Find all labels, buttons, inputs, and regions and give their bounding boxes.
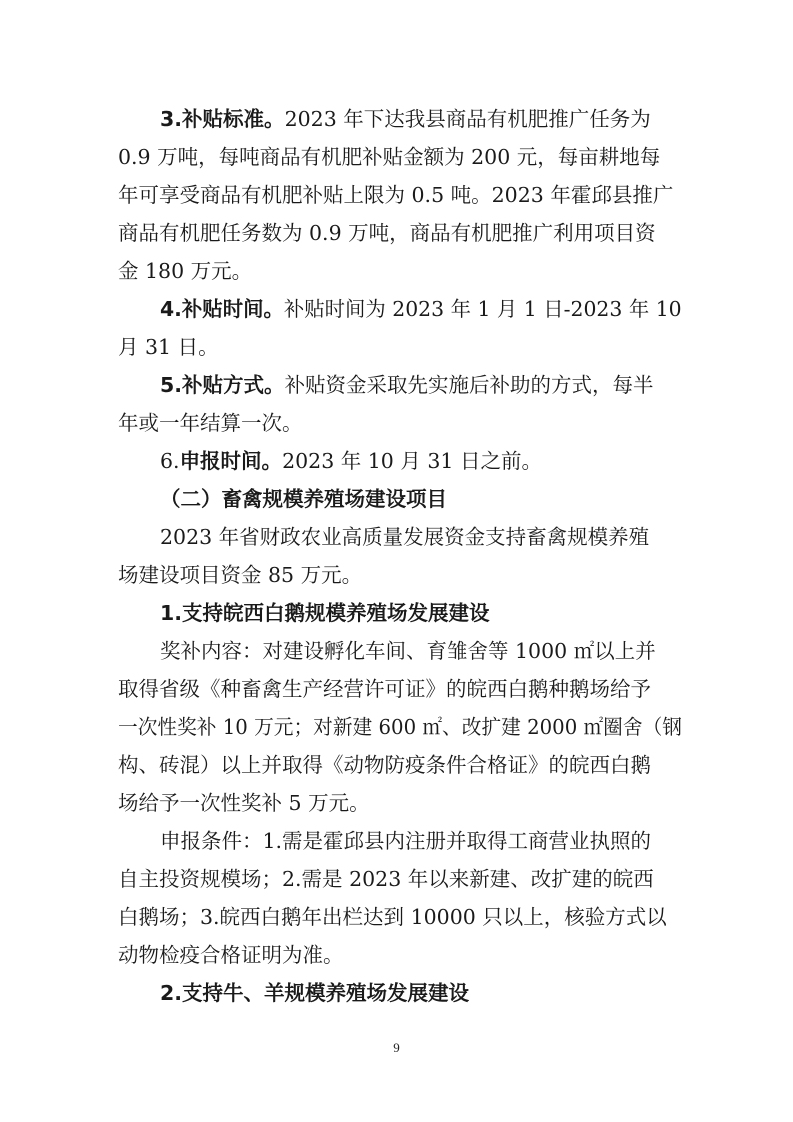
subsidy-method-text: 补贴资金采取先实施后补助的方式，每半 [284, 373, 654, 397]
application-time-line [160, 447, 542, 475]
item-1-reward-line-2: 取得省级《种畜禽生产经营许可证》的皖西白鹅种鹅场给予 [118, 677, 651, 701]
application-time-heading: 申报时间。 [179, 449, 283, 473]
subsidy-method-line-2: 年或一年结算一次。 [118, 411, 303, 435]
item-1-reward-line-1: 奖补内容：对建设孵化车间、育雏舍等 1000 ㎡以上并 [160, 639, 656, 663]
subsidy-method-heading: 5.补贴方式。 [160, 373, 285, 397]
item-1-reward-line-5: 场给予一次性奖补 5 万元。 [118, 791, 370, 815]
subsidy-time-text: 补贴时间为 2023 年 1 月 1 日-2023 年 10 [283, 297, 682, 321]
subsidy-standard-line-5: 金 180 万元。 [118, 259, 253, 283]
item-1-reward-line-4: 构、砖混）以上并取得《动物防疫条件合格证》的皖西白鹅 [118, 753, 651, 777]
subsidy-time-line-1 [160, 295, 682, 323]
subsidy-standard-text: 2023 年下达我县商品有机肥推广任务为 [284, 107, 651, 131]
application-time-text: 2023 年 10 月 31 日之前。 [282, 449, 542, 473]
item-1-condition-line-1: 申报条件：1.需是霍邱县内注册并取得工商营业执照的 [160, 829, 652, 853]
subsidy-time-line-2: 月 31 日。 [118, 335, 219, 359]
application-time-number: 6. [160, 449, 180, 473]
subsidy-standard-line-1 [160, 105, 651, 133]
subsidy-time-heading: 4.补贴时间。 [160, 297, 284, 321]
section-2-line-2: 场建设项目资金 85 万元。 [118, 563, 363, 587]
subsidy-standard-line-3: 年可享受商品有机肥补贴上限为 0.5 吨。2023 年霍邱县推广 [118, 183, 674, 207]
item-1-reward-line-3: 一次性奖补 10 万元；对新建 600 ㎡、改扩建 2000 ㎡圈舍（钢 [118, 715, 682, 739]
item-1-heading: 1.支持皖西白鹅规模养殖场发展建设 [160, 601, 490, 625]
item-1-condition-line-4: 动物检疫合格证明为准。 [118, 943, 344, 967]
item-1-condition-line-3: 白鹅场；3.皖西白鹅年出栏达到 10000 只以上，核验方式以 [118, 905, 667, 929]
subsidy-standard-line-2: 0.9 万吨，每吨商品有机肥补贴金额为 200 元，每亩耕地每 [118, 145, 661, 169]
subsidy-standard-line-4: 商品有机肥任务数为 0.9 万吨，商品有机肥推广利用项目资 [118, 221, 656, 245]
subsidy-standard-heading: 3.补贴标准。 [160, 107, 285, 131]
section-2-line-1: 2023 年省财政农业高质量发展资金支持畜禽规模养殖 [160, 525, 650, 549]
item-2-heading: 2.支持牛、羊规模养殖场发展建设 [160, 981, 470, 1005]
item-1-condition-line-2: 自主投资规模场；2.需是 2023 年以来新建、改扩建的皖西 [118, 867, 654, 891]
page-number: 9 [393, 1040, 400, 1055]
subsidy-method-line-1 [160, 371, 654, 399]
section-2-heading: （二）畜禽规模养殖场建设项目 [160, 487, 447, 511]
